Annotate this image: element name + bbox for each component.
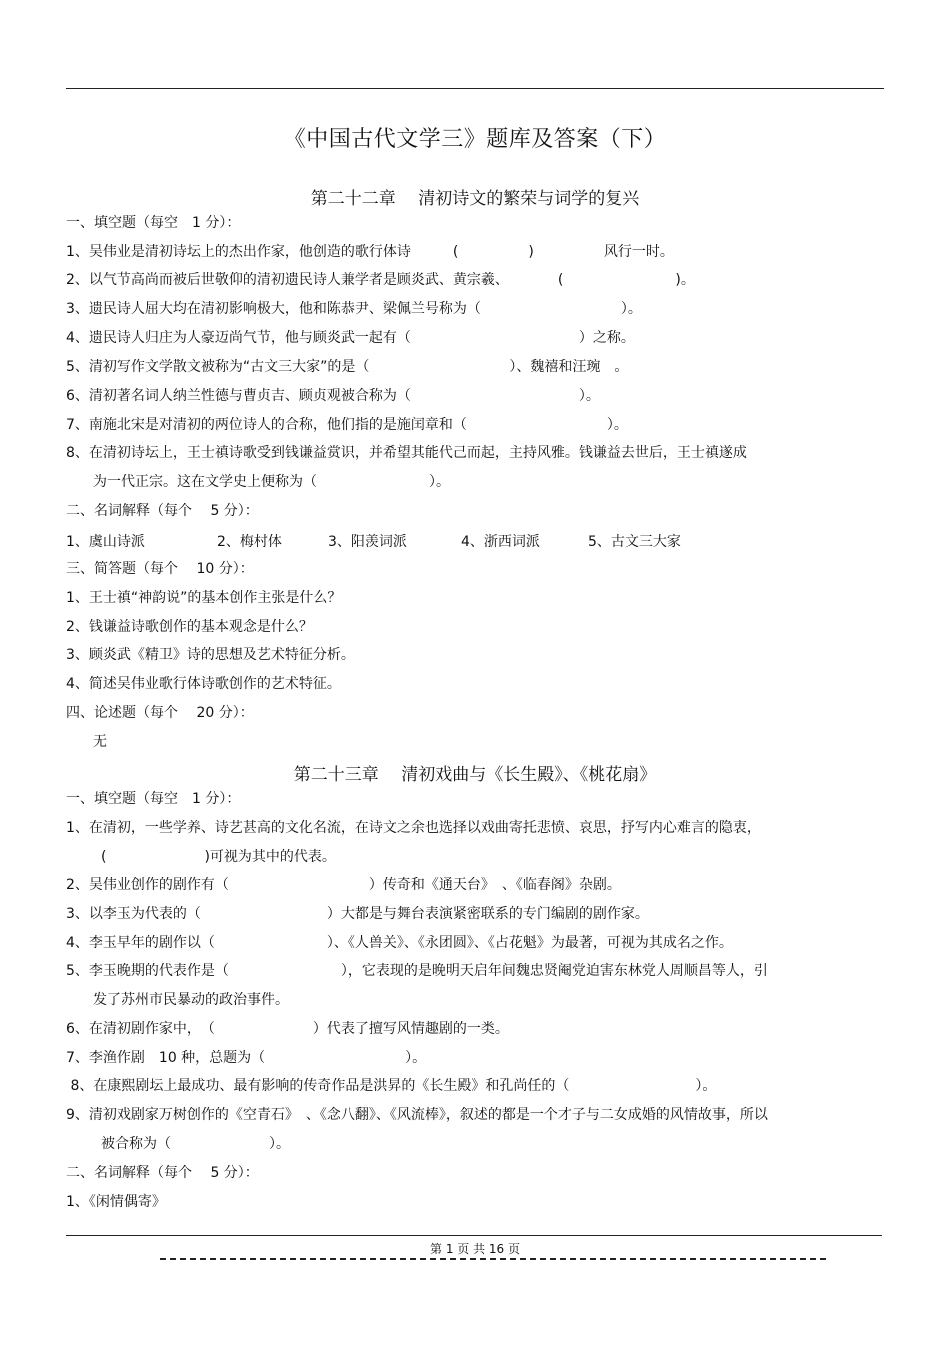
ch22-s2: 2、钱谦益诗歌创作的基本观念是什么？ — [66, 619, 313, 635]
chapter-22-heading: 第二十二章 清初诗文的繁荣与词学的复兴 — [310, 189, 640, 209]
ch23-q2: 2、吴伟业创作的剧作有（ ）传奇和《通天台》 、《临春阁》杂剧。 — [66, 877, 621, 893]
ch22-q3: 3、遗民诗人屈大均在清初影响极大，他和陈恭尹、梁佩兰号称为（ ）。 — [66, 301, 642, 317]
ch23-q6: 6、在清初剧作家中， （ ）代表了擅写风情趣剧的一类。 — [66, 1021, 509, 1037]
ch22-q1: 1、吴伟业是清初诗坛上的杰出作家，他创造的歌行体诗 ( ) 风行一时。 — [66, 244, 674, 260]
header-rule — [66, 88, 884, 89]
ch22-s3: 3、顾炎武《精卫》诗的思想及艺术特征分析。 — [66, 647, 355, 663]
ch22-q8-line2: 为一代正宗。这在文学史上便称为（ ）。 — [93, 474, 450, 490]
ch22-s4: 4、简述吴伟业歌行体诗歌创作的艺术特征。 — [66, 676, 341, 692]
ch23-q5-line2: 发了苏州市民暴动的政治事件。 — [93, 992, 289, 1008]
ch23-q1-line2: ( )可视为其中的代表。 — [101, 849, 336, 865]
ch22-section-short-title: 三、简答题（每个 10 分）： — [66, 561, 254, 577]
term-item: 1、虞山诗派 — [66, 534, 145, 550]
ch22-essay-content: 无 — [93, 734, 107, 750]
ch22-q5: 5、清初写作文学散文被称为“古文三大家”的是（ ）、魏禧和汪琬 。 — [66, 359, 629, 375]
term-item: 2、梅村体 — [217, 534, 282, 550]
chapter-23-heading: 第二十三章 清初戏曲与《长生殿》、《桃花扇》 — [293, 765, 657, 785]
ch22-section-essay-title: 四、论述题（每个 20 分）： — [66, 705, 254, 721]
dashed-separator — [160, 1258, 826, 1260]
ch23-q9-line1: 9、清初戏剧家万树创作的《空青石》 、《念八翻》、《风流棒》，叙述的都是一个才子与二女成婚的风情故事，所以 — [66, 1107, 768, 1123]
ch22-q8-line1: 8、在清初诗坛上，王士禛诗歌受到钱谦益赏识，并希望其能代己而起，主持风雅。钱谦益去世后，王士禛遂成 — [66, 445, 747, 461]
ch23-q8: 8、在康熙剧坛上最成功、最有影响的传奇作品是洪昇的《长生殿》和孔尚任的（ ）。 — [66, 1078, 717, 1094]
ch23-q7: 7、李渔作剧 10 种，总题为（ ）。 — [66, 1050, 427, 1066]
ch22-q7: 7、南施北宋是对清初的两位诗人的合称，他们指的是施闰章和（ ）。 — [66, 417, 628, 433]
page-number: 第 1 页 共 16 页 — [430, 1242, 520, 1256]
term-item: 5、古文三大家 — [588, 534, 681, 550]
term-item: 4、浙西词派 — [461, 534, 540, 550]
ch22-section-terms-title: 二、名词解释（每个 5 分）： — [66, 503, 259, 519]
ch23-q3: 3、以李玉为代表的（ ）大都是与舞台表演紧密联系的专门编剧的剧作家。 — [66, 906, 649, 922]
ch23-t1: 1、《闲情偶寄》 — [66, 1194, 166, 1210]
ch22-s1: 1、王士禛“神韵说”的基本创作主张是什么？ — [66, 590, 342, 606]
ch23-q5-line1: 5、李玉晚期的代表作是（ ），它表现的是晚明天启年间魏忠贤阉党迫害东林党人周顺昌等人，引 — [66, 963, 768, 979]
ch22-q4: 4、遗民诗人归庄为人豪迈尚气节，他与顾炎武一起有（ ）之称。 — [66, 330, 635, 346]
footer-rule — [66, 1235, 882, 1236]
ch23-q4: 4、李玉早年的剧作以（ ）、《人兽关》、《永团圆》、《占花魁》为最著，可视为其成名之作。 — [66, 935, 733, 951]
ch23-q1-line1: 1、在清初，一些学养、诗艺甚高的文化名流，在诗文之余也选择以戏曲寄托悲愤、哀思，抒写内心难言的隐衷， — [66, 820, 761, 836]
ch22-q2: 2、以气节高尚而被后世敬仰的清初遗民诗人兼学者是顾炎武、黄宗羲、 ( )。 — [66, 272, 695, 288]
ch22-q6: 6、清初著名词人纳兰性德与曹贞吉、顾贞观被合称为（ ）。 — [66, 388, 600, 404]
ch23-q9-line2: 被合称为（ ）。 — [101, 1136, 290, 1152]
term-item: 3、阳羡词派 — [328, 534, 407, 550]
ch22-section-fill-title: 一、填空题（每空 1 分）： — [66, 215, 241, 231]
document-title: 《中国古代文学三》题库及答案（下） — [283, 127, 667, 152]
ch23-section-terms-title: 二、名词解释（每个 5 分）： — [66, 1165, 259, 1181]
ch23-section-fill-title: 一、填空题（每空 1 分）： — [66, 791, 241, 807]
